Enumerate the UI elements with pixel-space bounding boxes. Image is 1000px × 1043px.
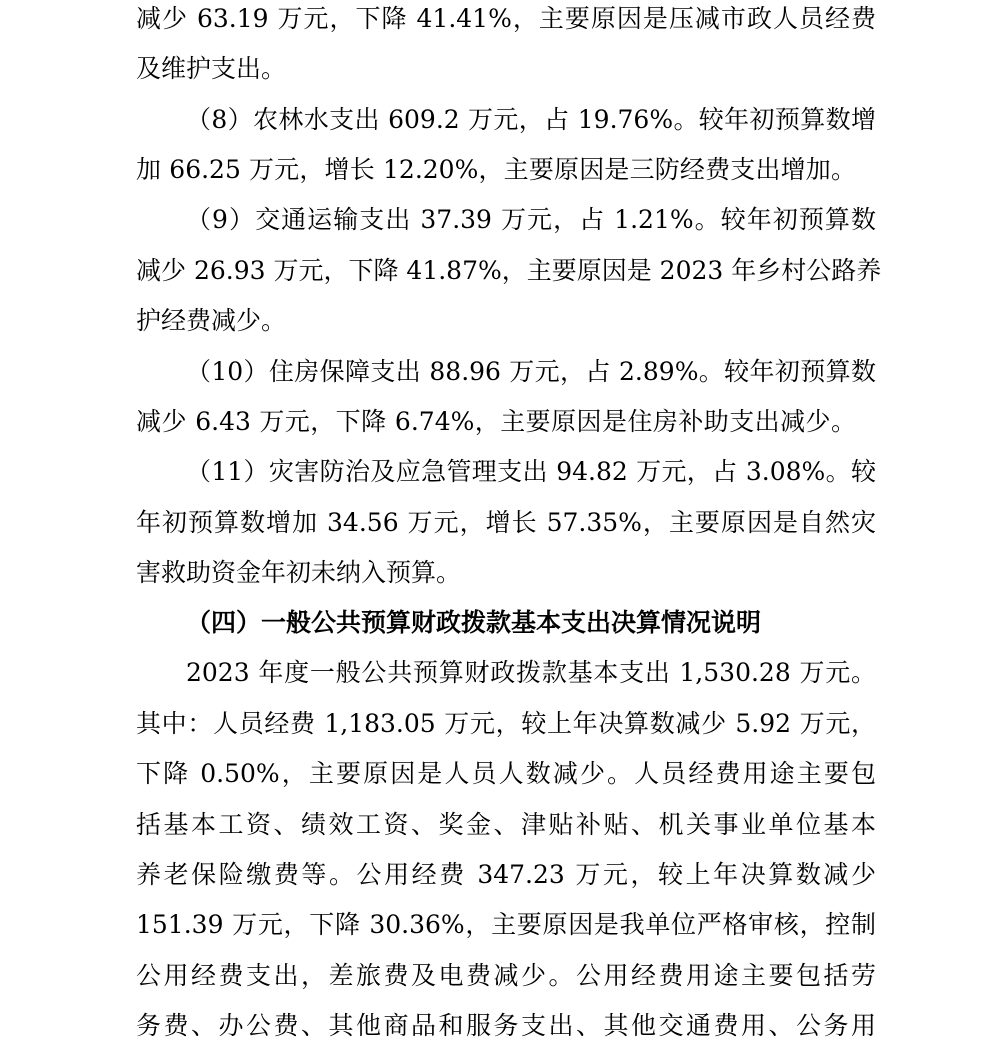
body-text-line: 务费、办公费、其他商品和服务支出、其他交通费用、公务用 bbox=[136, 1011, 876, 1040]
body-text-line: 年初预算数增加 34.56 万元，增长 57.35%，主要原因是自然灾 bbox=[136, 508, 876, 537]
body-text-line: 减少 6.43 万元，下降 6.74%，主要原因是住房补助支出减少。 bbox=[136, 407, 856, 436]
body-text-line: 151.39 万元，下降 30.36%，主要原因是我单位严格审核，控制 bbox=[136, 910, 876, 939]
body-text-line: 2023 年度一般公共预算财政拨款基本支出 1,530.28 万元。 bbox=[186, 658, 876, 687]
body-text-line: 括基本工资、绩效工资、奖金、津贴补贴、机关事业单位基本 bbox=[136, 810, 876, 839]
body-text-line: 减少 26.93 万元，下降 41.87%，主要原因是 2023 年乡村公路养 bbox=[136, 256, 882, 285]
body-text-line: 护经费减少。 bbox=[136, 306, 287, 335]
body-text-line: 及维护支出。 bbox=[136, 54, 287, 83]
body-text-line: （8）农林水支出 609.2 万元，占 19.76%。较年初预算数增 bbox=[186, 105, 876, 134]
body-text-line: 公用经费支出，差旅费及电费减少。公用经费用途主要包括劳 bbox=[136, 961, 876, 990]
body-text-line: 加 66.25 万元，增长 12.20%，主要原因是三防经费支出增加。 bbox=[136, 155, 856, 184]
body-text-line: 其中：人员经费 1,183.05 万元，较上年决算数减少 5.92 万元， bbox=[136, 709, 876, 738]
body-text-line: （9）交通运输支出 37.39 万元，占 1.21%。较年初预算数 bbox=[186, 205, 876, 234]
body-text-line: 害救助资金年初未纳入预算。 bbox=[136, 558, 462, 587]
body-text-line: （11）灾害防治及应急管理支出 94.82 万元，占 3.08%。较 bbox=[186, 457, 876, 486]
body-text-line: （10）住房保障支出 88.96 万元，占 2.89%。较年初预算数 bbox=[186, 357, 876, 386]
body-text-line: 减少 63.19 万元，下降 41.41%，主要原因是压减市政人员经费 bbox=[136, 4, 876, 33]
body-text-line: 养老保险缴费等。公用经费 347.23 万元，较上年决算数减少 bbox=[136, 860, 876, 889]
body-text-line: 下降 0.50%，主要原因是人员人数减少。人员经费用途主要包 bbox=[136, 759, 876, 788]
section-heading: （四）一般公共预算财政拨款基本支出决算情况说明 bbox=[186, 608, 762, 637]
